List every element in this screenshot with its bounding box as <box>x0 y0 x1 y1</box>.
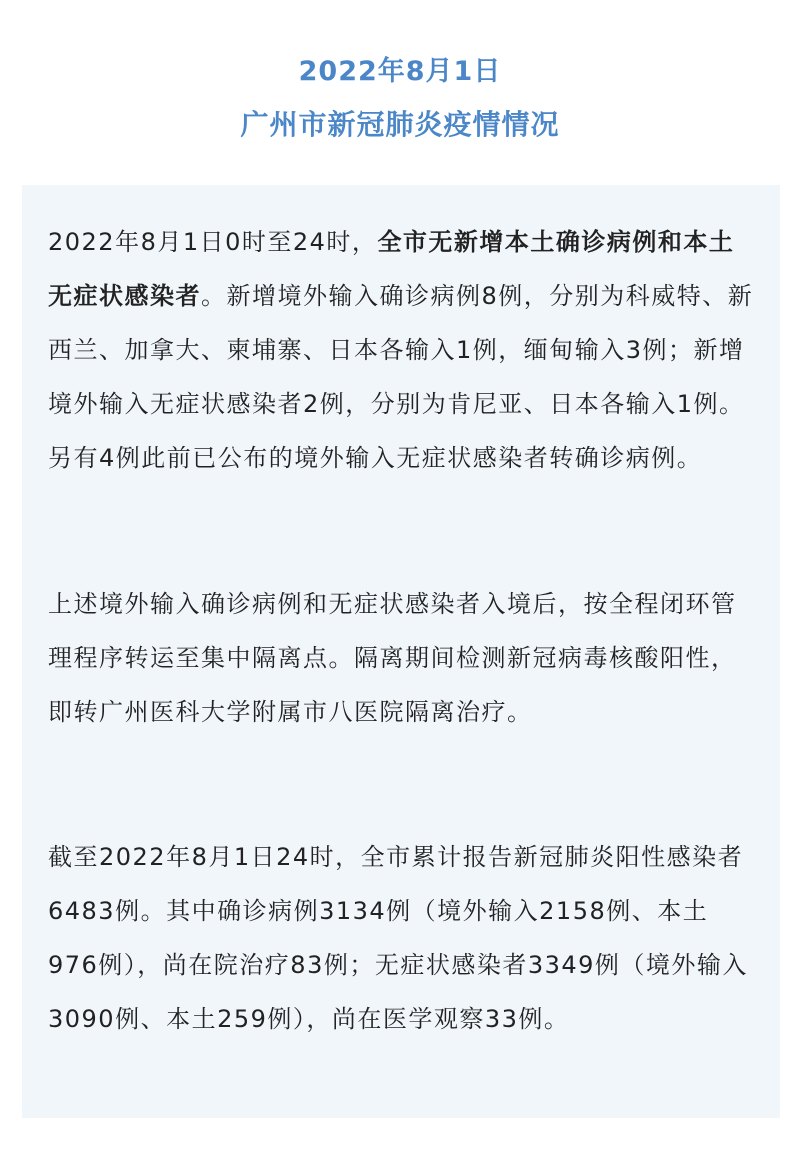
paragraph-rest: 。新增境外输入确诊病例8例，分别为科威特、新西兰、加拿大、柬埔寨、日本各输入1例，缅甸输入3例；新增境外输入无症状感染者2例，分别为肯尼亚、日本各输入1例。另有4例此前已公布的境外输入无症状感染者转确诊病例。 <box>48 282 754 472</box>
title-date: 2022年8月1日 <box>298 56 502 87</box>
paragraph-highlight: 全市无新增本土确诊病例和本土无症状感染者 <box>48 228 735 310</box>
paragraph-daily-cases <box>48 215 754 485</box>
header <box>0 0 800 185</box>
paragraph-quarantine: 上述境外输入确诊病例和无症状感染者入境后，按全程闭环管理程序转运至集中隔离点。隔离期间检测新冠病毒核酸阳性，即转广州医科大学附属市八医院隔离治疗。 <box>48 590 737 726</box>
paragraph-lead: 2022年8月1日0时至24时， <box>48 228 378 256</box>
content-panel <box>22 185 780 1118</box>
paragraph-cumulative: 截至2022年8月1日24时，全市累计报告新冠肺炎阳性感染者6483例。其中确诊病例3134例（境外输入2158例、本土976例），尚在院治疗83例；无症状感染者3349例（境外输入3090例、本土259例），尚在医学观察33例。 <box>48 843 748 1033</box>
page-title: 广州市新冠肺炎疫情情况 <box>240 108 560 141</box>
